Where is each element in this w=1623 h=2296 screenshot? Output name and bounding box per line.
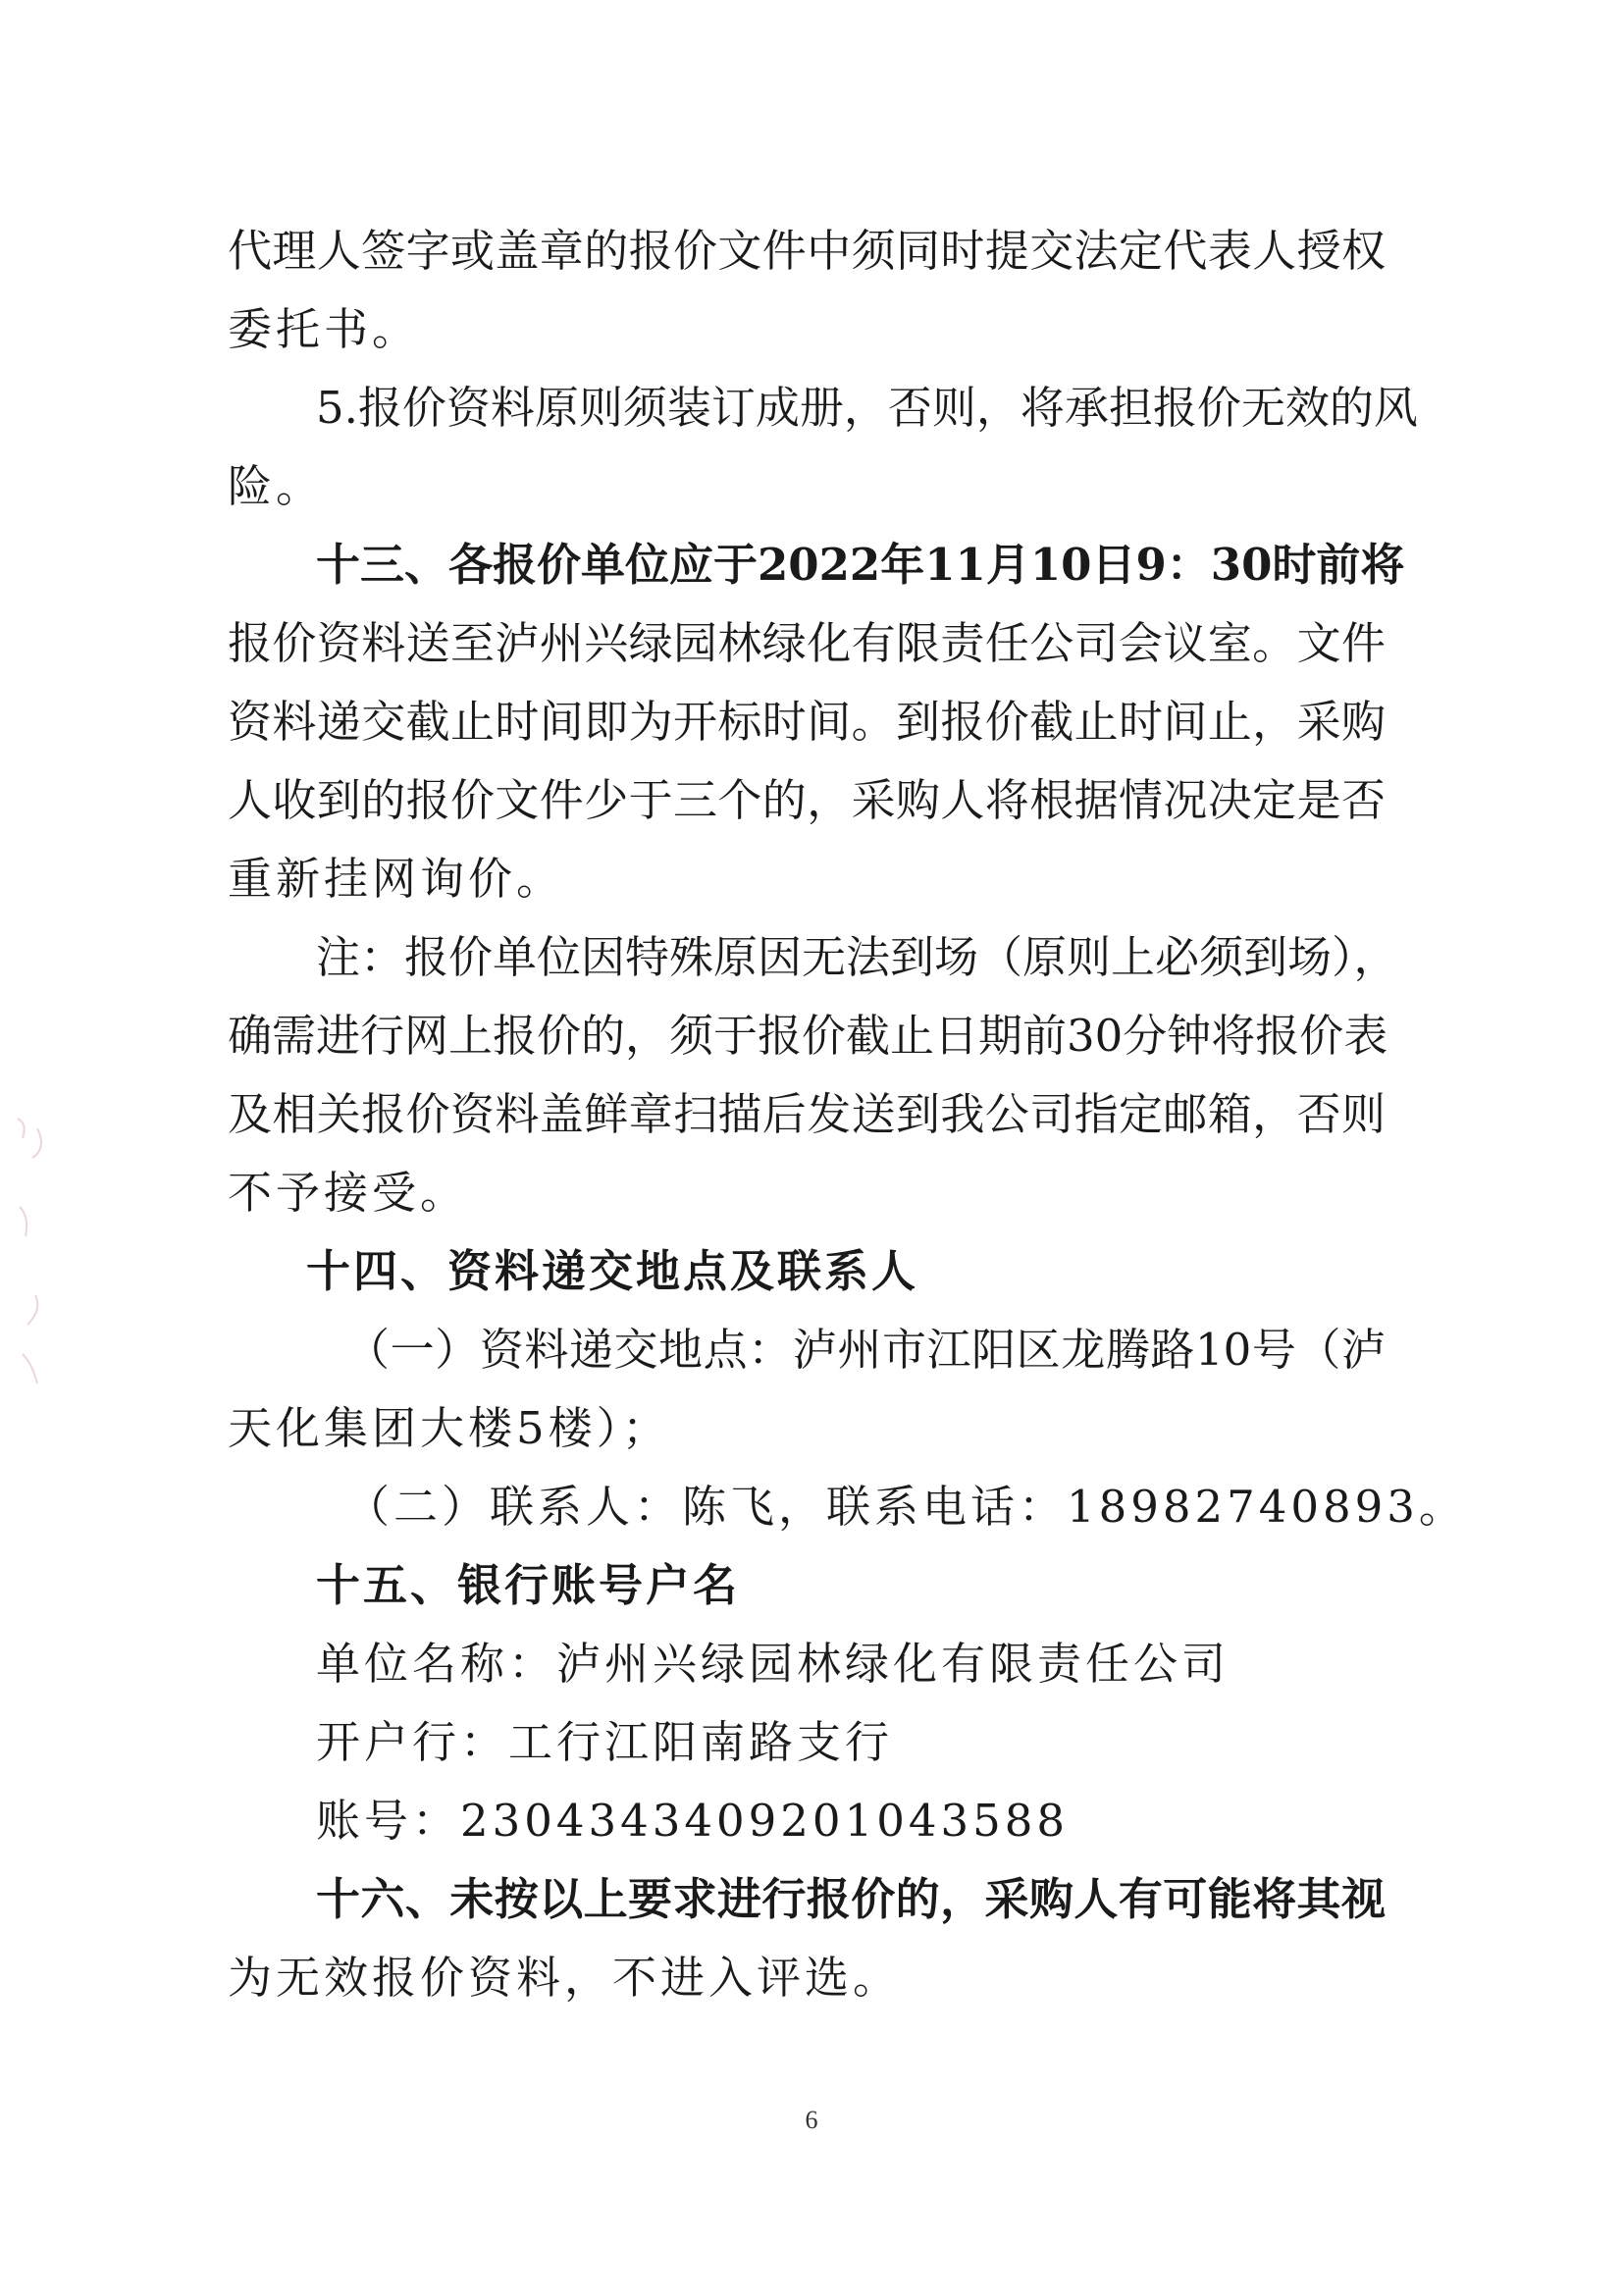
delivery-location-line: （一）资料递交地点：泸州市江阳区龙腾路10号（泸: [345, 1324, 1386, 1376]
bank-branch: 开户行：工行江阳南路支行: [316, 1716, 894, 1768]
paragraph-line: 为无效报价资料，不进入评选。: [228, 1952, 902, 2004]
note-line: 及相关报价资料盖鲜章扫描后发送到我公司指定邮箱，否则: [228, 1088, 1386, 1140]
section-thirteen-line: 十三、各报价单位应于2022年11月10日9：30时前将: [316, 539, 1405, 591]
paragraph-line: 险。: [228, 460, 325, 512]
page-number: 6: [805, 2106, 818, 2134]
note-line: 不予接受。: [228, 1167, 469, 1219]
paragraph-line: 5.报价资料原则须装订成册，否则，将承担报价无效的风: [316, 382, 1418, 434]
paragraph-line: 资料递交截止时间即为开标时间。到报价截止时间止，采购: [228, 696, 1386, 748]
paragraph-line: 人收到的报价文件少于三个的，采购人将根据情况决定是否: [228, 774, 1386, 826]
bank-unit-name: 单位名称：泸州兴绿园林绿化有限责任公司: [316, 1638, 1230, 1690]
delivery-location-line: 天化集团大楼5楼）；: [228, 1402, 671, 1454]
section-fourteen-heading: 十四、资料递交地点及联系人: [306, 1245, 919, 1297]
paragraph-line: 报价资料送至泸州兴绿园林绿化有限责任公司会议室。文件: [228, 617, 1386, 669]
bank-account-number: 账号：2304343409201043588: [316, 1795, 1069, 1847]
paragraph-line: 代理人签字或盖章的报价文件中须同时提交法定代表人授权: [228, 225, 1386, 277]
contact-line: （二）联系人：陈飞，联系电话：18982740893。: [345, 1481, 1467, 1533]
note-line: 注：报价单位因特殊原因无法到场（原则上必须到场），: [316, 931, 1398, 983]
paragraph-line: 重新挂网询价。: [228, 853, 565, 905]
section-fifteen-heading: 十五、银行账号户名: [316, 1559, 741, 1611]
scan-smudge-mark: [8, 1099, 77, 1433]
paragraph-line: 委托书。: [228, 303, 421, 355]
section-sixteen-line: 十六、未按以上要求进行报价的，采购人有可能将其视: [316, 1873, 1386, 1925]
note-line: 确需进行网上报价的，须于报价截止日期前30分钟将报价表: [228, 1010, 1388, 1062]
